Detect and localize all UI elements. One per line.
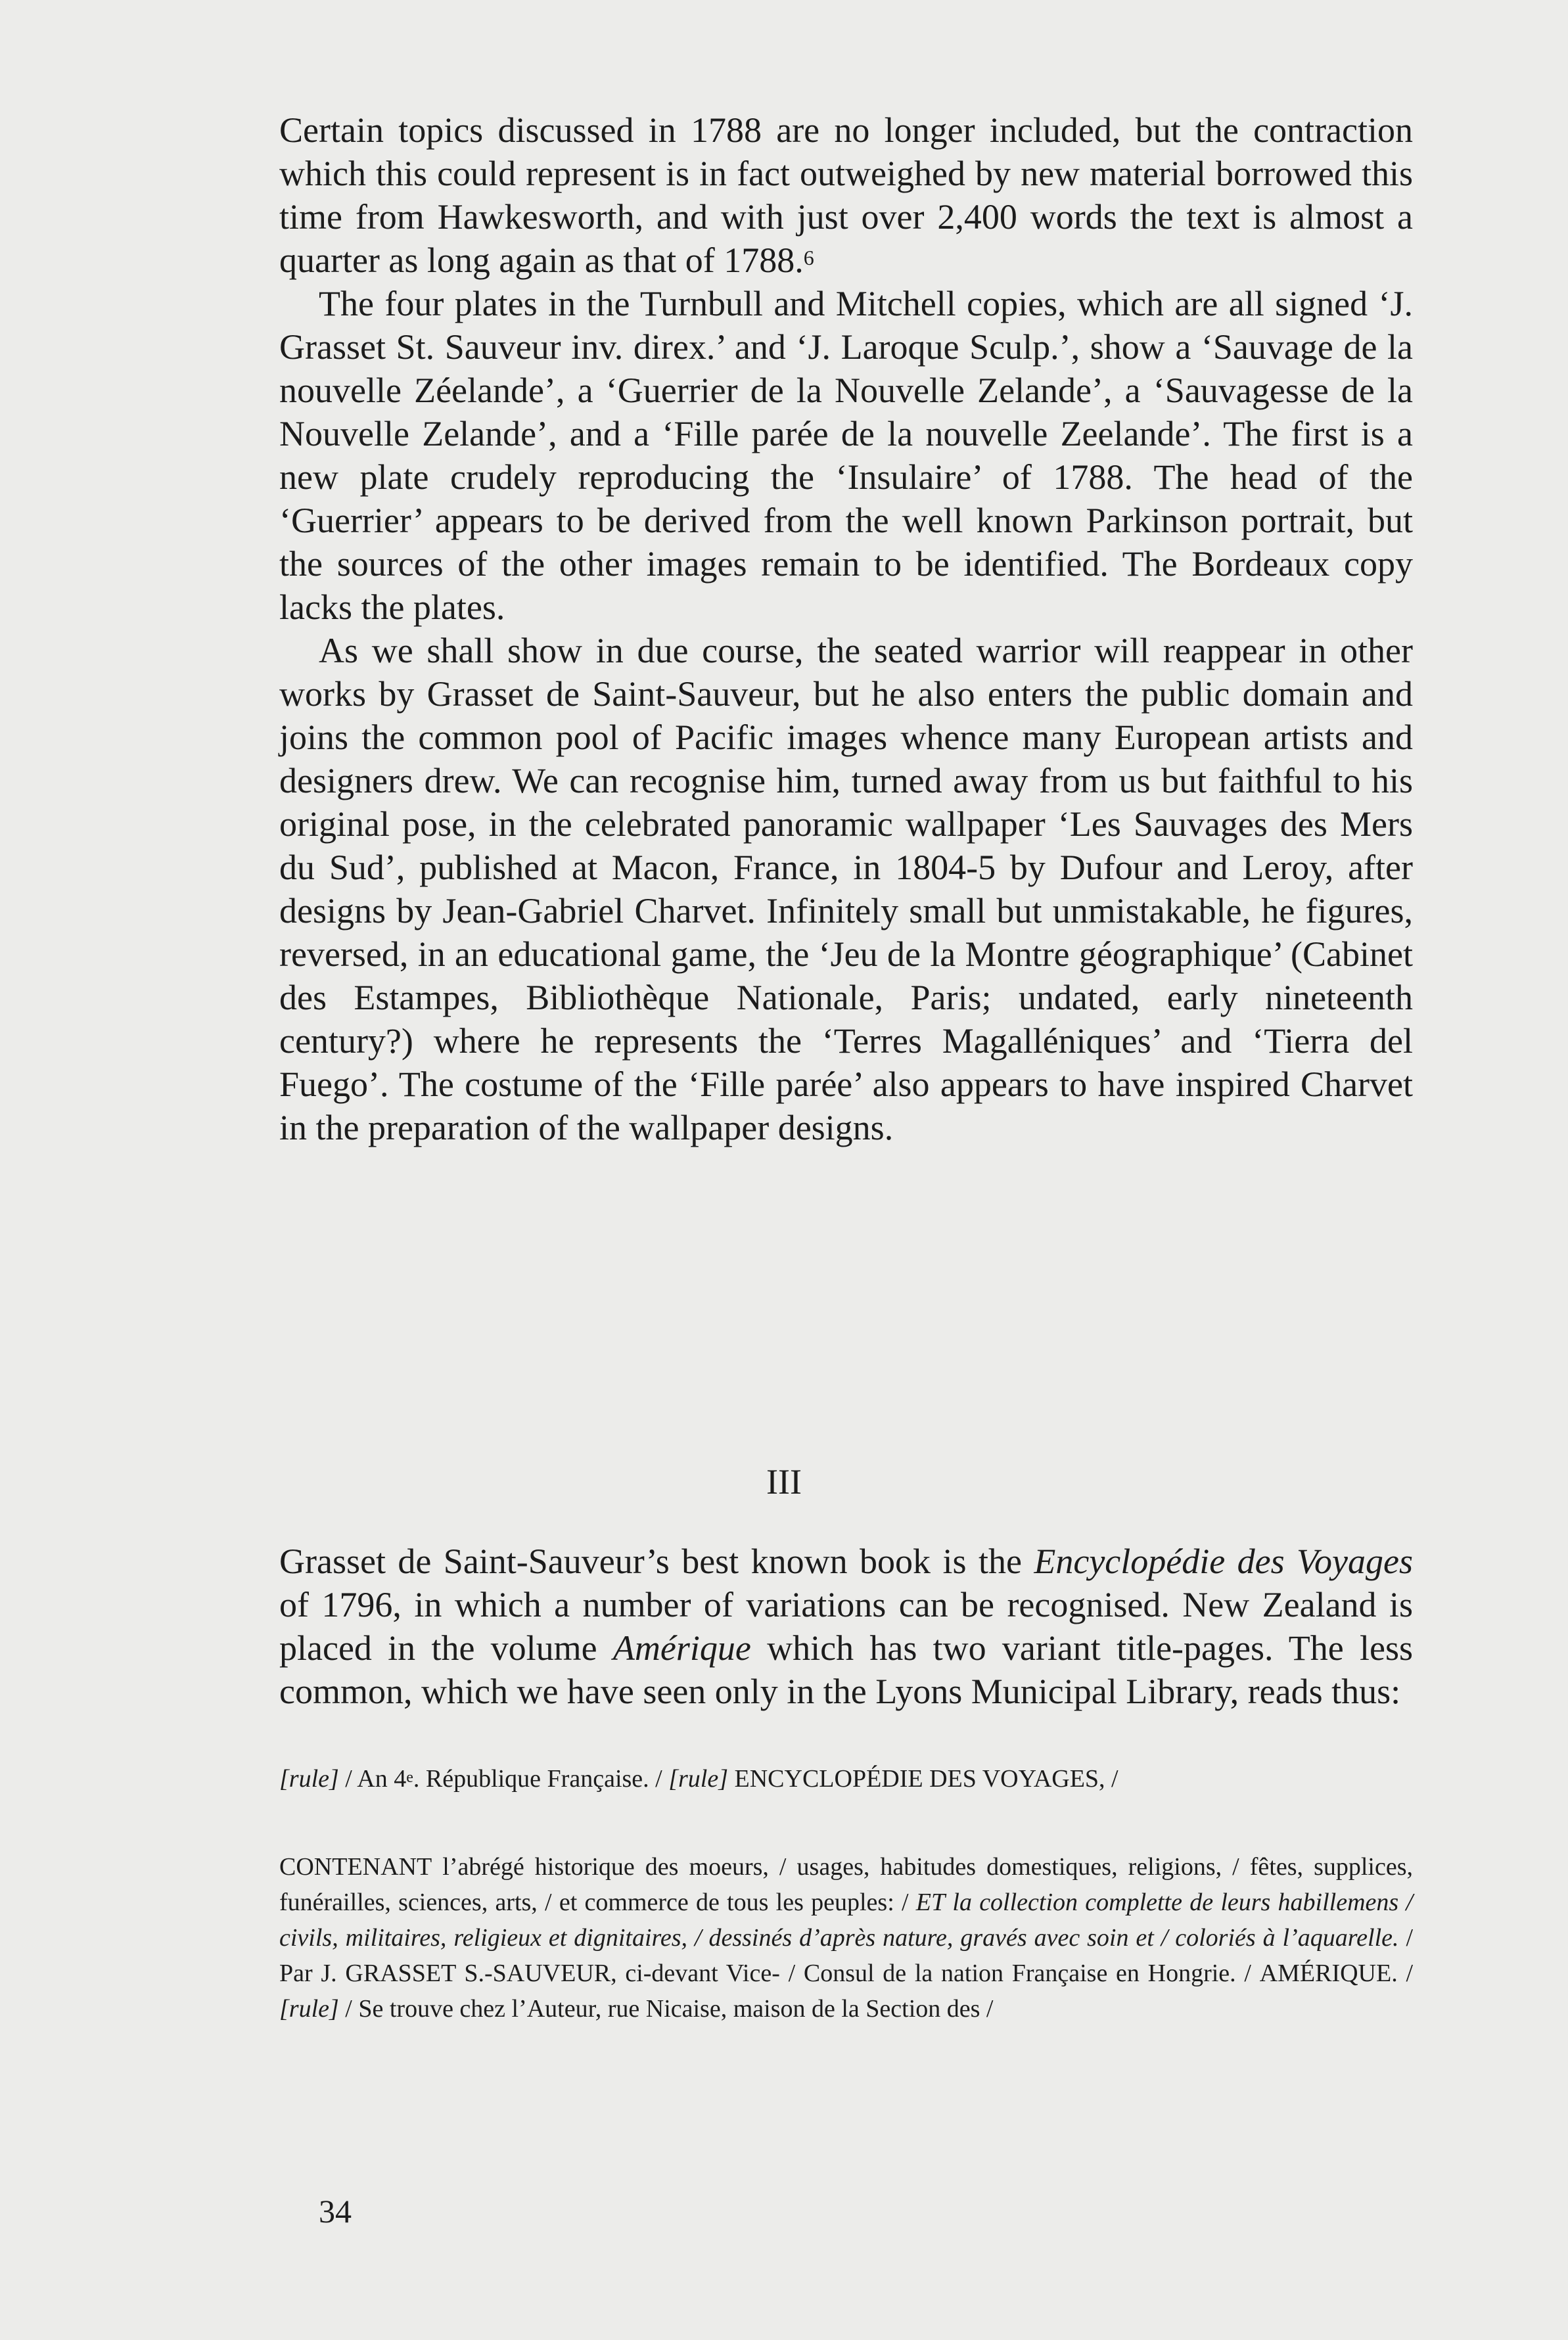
- volume-title: Amérique: [612, 1628, 751, 1668]
- paragraph-1-text: Certain topics discussed in 1788 are no longer included, but the contraction which this could represent is in fact outweighed by new material borrowed this time from Hawkesworth, and with just over 2,400 words the text is almost a quarter as long again as that of 1788.: [279, 110, 1413, 280]
- title-page-quote-line-1: [279, 1761, 1413, 1797]
- footnote-reference: 6: [803, 246, 814, 269]
- quote-text: /: [1397, 1960, 1414, 1987]
- quote-smallcaps: J. GRASSET S.-SAUVEUR,: [321, 1960, 617, 1987]
- title-page-quote: [279, 1849, 1413, 2027]
- rule-marker: [rule]: [279, 1995, 339, 2023]
- paragraph-4: [279, 1540, 1413, 1713]
- paragraph-4-end: which has two variant title-pages. The less common, which we have seen only in the Lyons Municipal Library, reads thus:: [279, 1628, 1413, 1711]
- quote-smallcaps: ET: [915, 1889, 946, 1916]
- paragraph-1: [279, 108, 1413, 282]
- quote-smallcaps: CONTENANT: [279, 1853, 432, 1881]
- section-text: [279, 1540, 1413, 1713]
- quote-smallcaps: AMÉRIQUE.: [1259, 1960, 1398, 1987]
- page-number: 34: [319, 2193, 352, 2230]
- quote-text: / An 4: [338, 1765, 407, 1793]
- rule-marker: [rule]: [279, 1765, 339, 1793]
- paragraph-2: The four plates in the Turnbull and Mitchell copies, which are all signed ‘J. Grasset St. Sauveur inv. direx.’ and ‘J. Laroque Sculp.’, show a ‘Sauvage de la nouvelle Zéelande’, a ‘Guerrier de la Nouvelle Zelande’, a ‘Sauvagesse de la Nouvelle Zelande’, and a ‘Fille parée de la nouvelle Zeelande’. The first is a new plate crudely reproducing the ‘Insulaire’ of 1788. The head of the ‘Guerrier’ appears to be derived from the well known Parkinson portrait, but the sources of the other images remain to be identified. The Bordeaux copy lacks the plates.: [279, 284, 1413, 627]
- quote-text: ci-devant Vice- / Consul de la nation Française en Hongrie. /: [616, 1960, 1260, 1987]
- quote-text: / Se trouve chez l’Auteur, rue Nicaise, maison de la Section des /: [338, 1995, 994, 2023]
- section-heading: III: [766, 1462, 802, 1502]
- paragraph-4-lead: Grasset de Saint-Sauveur’s best known book is the: [279, 1542, 1034, 1581]
- quote-text: l’abrégé historique des moeurs, / usages, habitudes domestiques, religions, / fêtes, supplices, funérailles, sciences, arts, / et commerce de tous les peuples: /: [279, 1853, 1413, 1916]
- quote-text: . République Française. /: [413, 1765, 669, 1793]
- rule-marker: [rule]: [668, 1765, 729, 1793]
- superscript: e: [406, 1769, 413, 1786]
- quote-italic-text: la collection complette de leurs habillemens / civils, militaires, religieux et dignitaires, / dessinés d’après nature, gravés avec soin et / coloriés à l’aquarelle.: [279, 1889, 1413, 1952]
- main-text: [279, 108, 1413, 1149]
- quote-text: / Par: [279, 1924, 1413, 1987]
- paragraph-3: As we shall show in due course, the seated warrior will reappear in other works by Grasset de Saint-Sauveur, but he also enters the public domain and joins the common pool of Pacific images whence many European artists and designers drew. We can recognise him, turned away from us but faithful to his original pose, in the celebrated panoramic wallpaper ‘Les Sauvages des Mers du Sud’, published at Macon, France, in 1804-5 by Dufour and Leroy, after designs by Jean-Gabriel Charvet. Infinitely small but unmistakable, he figures, reversed, in an educational game, the ‘Jeu de la Montre géographique’ (Cabinet des Estampes, Bibliothèque Nationale, Paris; undated, early nineteenth century?) where he represents the ‘Terres Magalléniques’ and ‘Tierra del Fuego’. The costume of the ‘Fille parée’ also appears to have inspired Charvet in the preparation of the wallpaper designs.: [279, 631, 1413, 1147]
- paragraph-4-mid: of 1796, in which a number of variations can be recognised. New Zealand is placed in the volume: [279, 1585, 1413, 1668]
- book-title: Encyclopédie des Voyages: [1034, 1542, 1413, 1581]
- quote-smallcaps: ENCYCLOPÉDIE DES VOYAGES, /: [728, 1765, 1118, 1793]
